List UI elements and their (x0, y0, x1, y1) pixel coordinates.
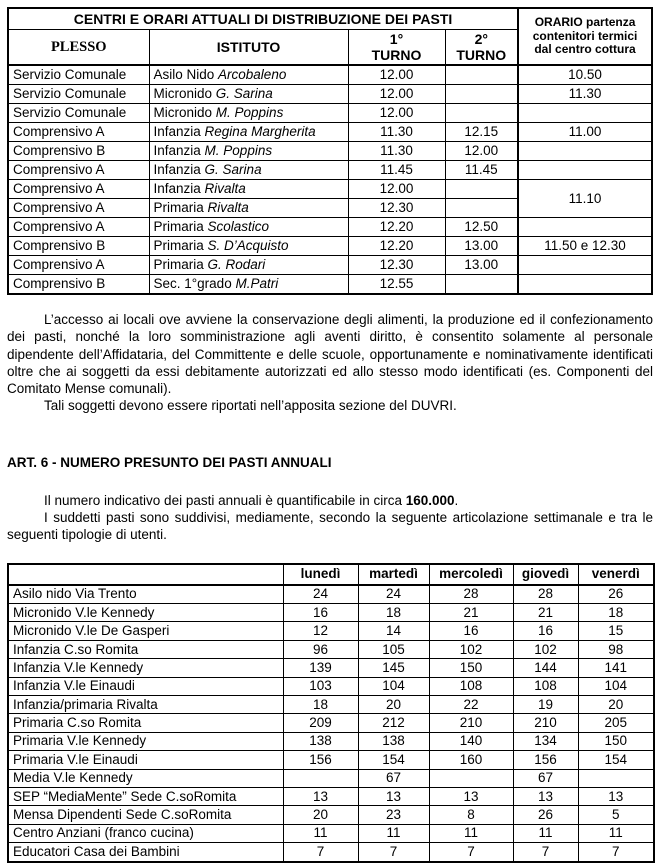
meal-count-cell: 16 (283, 604, 358, 622)
turno1-cell: 11.30 (348, 142, 445, 161)
meal-count-cell: 11 (578, 824, 654, 842)
turno2-cell: 12.00 (445, 142, 518, 161)
plesso-cell: Servizio Comunale (8, 65, 149, 85)
site-label-cell: Micronido V.le Kennedy (8, 604, 283, 622)
turno2-cell (445, 199, 518, 218)
table2-row (8, 677, 654, 695)
meal-count-cell: 156 (513, 751, 578, 769)
table1-row (8, 65, 652, 85)
istituto-cell (149, 161, 348, 180)
table1-row (8, 104, 652, 123)
istituto-prefix: Infanzia (153, 162, 205, 177)
table1-row (8, 142, 652, 161)
turno1-cell: 12.00 (348, 85, 445, 104)
turno2-cell (445, 275, 518, 295)
istituto-cell (149, 180, 348, 199)
istituto-name: M. Poppins (204, 143, 273, 158)
plesso-cell: Comprensivo A (8, 256, 149, 275)
meal-count-cell: 13 (429, 787, 513, 805)
meal-count-cell: 20 (578, 696, 654, 714)
table2-row (8, 585, 654, 604)
turno1-cell: 12.00 (348, 65, 445, 85)
meals-total-period: . (454, 492, 459, 508)
meal-count-cell: 24 (358, 585, 429, 604)
meals-total-value: 160.000 (405, 492, 455, 508)
table1-header-istituto: ISTITUTO (149, 30, 348, 66)
site-label-cell: Primaria C.so Romita (8, 714, 283, 732)
meal-count-cell: 7 (429, 843, 513, 862)
table2-row (8, 659, 654, 677)
orario-cell (518, 275, 652, 295)
istituto-cell (149, 199, 348, 218)
meal-count-cell: 12 (283, 622, 358, 640)
meal-count-cell: 23 (358, 806, 429, 824)
turno2-cell (445, 180, 518, 199)
meal-count-cell: 20 (358, 696, 429, 714)
table1-row (8, 218, 652, 237)
plesso-cell: Comprensivo A (8, 161, 149, 180)
istituto-name: M.Patri (235, 276, 279, 291)
meal-count-cell: 19 (513, 696, 578, 714)
table2-row (8, 640, 654, 658)
turno1-cell: 11.45 (348, 161, 445, 180)
plesso-cell: Comprensivo A (8, 218, 149, 237)
istituto-name: M. Poppins (215, 105, 284, 120)
istituto-cell (149, 104, 348, 123)
table2-row (8, 714, 654, 732)
meal-count-cell: 140 (429, 732, 513, 750)
turno2-cell: 12.50 (445, 218, 518, 237)
plesso-cell: Comprensivo A (8, 199, 149, 218)
turno2-line2: TURNO (456, 47, 507, 63)
site-label-cell: Infanzia V.le Einaudi (8, 677, 283, 695)
site-label-cell: Primaria V.le Einaudi (8, 751, 283, 769)
istituto-prefix: Sec. 1°grado (153, 276, 236, 291)
istituto-prefix: Infanzia (153, 143, 205, 158)
meal-count-cell: 26 (513, 806, 578, 824)
turno2-cell (445, 104, 518, 123)
orario-header-line3: dal centro cottura (534, 42, 636, 57)
turno1-cell: 12.55 (348, 275, 445, 295)
meal-count-cell: 8 (429, 806, 513, 824)
plesso-cell: Servizio Comunale (8, 85, 149, 104)
istituto-prefix: Infanzia (153, 181, 205, 196)
meal-count-cell: 13 (358, 787, 429, 805)
site-label-cell: Educatori Casa dei Bambini (8, 843, 283, 862)
meal-count-cell: 18 (358, 604, 429, 622)
table1-row (8, 161, 652, 180)
table2-row (8, 787, 654, 805)
turno1-cell: 11.30 (348, 123, 445, 142)
istituto-cell (149, 275, 348, 295)
table2-row (8, 622, 654, 640)
table1-header-orario (518, 8, 652, 65)
meal-count-cell: 141 (578, 659, 654, 677)
meal-count-cell: 150 (578, 732, 654, 750)
istituto-prefix: Primaria (153, 219, 208, 234)
meal-count-cell: 28 (513, 585, 578, 604)
table2-row (8, 769, 654, 787)
meal-count-cell: 210 (513, 714, 578, 732)
meal-count-cell: 15 (578, 622, 654, 640)
meal-count-cell: 160 (429, 751, 513, 769)
orario-cell: 11.00 (518, 123, 652, 142)
turno1-line1: 1° (389, 31, 404, 47)
meal-count-cell: 21 (429, 604, 513, 622)
table1-header-plesso: PLESSO (8, 30, 149, 66)
table2-corner-cell (8, 564, 283, 585)
istituto-prefix: Micronido (153, 86, 216, 101)
plesso-cell: Comprensivo A (8, 180, 149, 199)
meal-count-cell: 7 (283, 843, 358, 862)
turno1-line2: TURNO (371, 47, 422, 63)
istituto-name: Arcobaleno (218, 67, 287, 82)
turno1-cell: 12.30 (348, 199, 445, 218)
meal-count-cell: 11 (513, 824, 578, 842)
meal-count-cell: 24 (283, 585, 358, 604)
meal-count-cell: 7 (513, 843, 578, 862)
turno1-cell: 12.30 (348, 256, 445, 275)
meal-count-cell: 104 (578, 677, 654, 695)
meal-count-cell: 11 (283, 824, 358, 842)
article-6-heading: ART. 6 - NUMERO PRESUNTO DEI PASTI ANNUALI (7, 454, 332, 470)
site-label-cell: Infanzia C.so Romita (8, 640, 283, 658)
istituto-name: Regina Margherita (204, 124, 316, 139)
meal-count-cell: 7 (578, 843, 654, 862)
istituto-prefix: Primaria (153, 238, 208, 253)
meals-total-paragraph (7, 492, 653, 509)
istituto-prefix: Asilo Nido (153, 67, 219, 82)
turno2-line1: 2° (474, 31, 488, 47)
meal-count-cell: 98 (578, 640, 654, 658)
plesso-cell: Comprensivo A (8, 123, 149, 142)
plesso-cell: Comprensivo B (8, 275, 149, 295)
meal-count-cell: 21 (513, 604, 578, 622)
turno1-cell: 12.00 (348, 104, 445, 123)
meal-count-cell: 18 (578, 604, 654, 622)
table2-row (8, 824, 654, 842)
site-label-cell: Mensa Dipendenti Sede C.soRomita (8, 806, 283, 824)
table2-row (8, 751, 654, 769)
table1-header-turno1 (348, 30, 445, 66)
table2-row (8, 806, 654, 824)
istituto-name: Rivalta (204, 181, 246, 196)
turno2-cell (445, 65, 518, 85)
istituto-cell (149, 237, 348, 256)
istituto-name: G. Sarina (204, 162, 262, 177)
weekly-meals-table (7, 563, 655, 863)
site-label-cell: Media V.le Kennedy (8, 769, 283, 787)
orario-cell (518, 104, 652, 123)
istituto-prefix: Primaria (153, 200, 208, 215)
site-label-cell: SEP “MediaMente” Sede C.soRomita (8, 787, 283, 805)
site-label-cell: Infanzia V.le Kennedy (8, 659, 283, 677)
site-label-cell: Micronido V.le De Gasperi (8, 622, 283, 640)
turno1-cell: 12.20 (348, 218, 445, 237)
meal-count-cell: 104 (358, 677, 429, 695)
day-header-lunedi: lunedì (283, 564, 358, 585)
meal-count-cell: 5 (578, 806, 654, 824)
orario-cell-merged: 11.10 (518, 180, 652, 218)
meal-count-cell: 154 (578, 751, 654, 769)
meal-count-cell: 205 (578, 714, 654, 732)
istituto-name: G. Rodari (207, 257, 266, 272)
access-paragraph: L’accesso ai locali ove avviene la conservazione degli alimenti, la produzione ed il confezionamento dei pasti, nonché la loro somministrazione agli aventi diritto, è consentito solamente al personale dipendente dell’Affidataria, del Committente e delle scuole, opportunamente e nominativamente identificati oltre che ai soggetti da essi debitamente autorizzati ed allo stesso modo identificati (es. Componenti del Comitato Mense comunali). (7, 312, 653, 397)
site-label-cell: Centro Anziani (franco cucina) (8, 824, 283, 842)
day-header-venerdi: venerdì (578, 564, 654, 585)
table1-title: CENTRI E ORARI ATTUALI DI DISTRIBUZIONE DEI PASTI (8, 8, 518, 30)
duvri-paragraph: Tali soggetti devono essere riportati nell’apposita sezione del DUVRI. (44, 398, 457, 414)
site-label-cell: Primaria V.le Kennedy (8, 732, 283, 750)
table1-row (8, 123, 652, 142)
table1-row (8, 275, 652, 295)
day-header-giovedi: giovedì (513, 564, 578, 585)
plesso-cell: Servizio Comunale (8, 104, 149, 123)
table1-row (8, 256, 652, 275)
istituto-name: Scolastico (207, 219, 270, 234)
orario-cell (518, 161, 652, 180)
site-label-cell: Infanzia/primaria Rivalta (8, 696, 283, 714)
turno2-cell: 13.00 (445, 237, 518, 256)
istituto-cell (149, 256, 348, 275)
meal-count-cell: 145 (358, 659, 429, 677)
meal-count-cell: 14 (358, 622, 429, 640)
table1-row (8, 180, 652, 199)
table2-row (8, 604, 654, 622)
meal-count-cell: 11 (429, 824, 513, 842)
turno2-cell: 11.45 (445, 161, 518, 180)
meal-count-cell: 18 (283, 696, 358, 714)
distribution-schedule-table (7, 7, 653, 295)
meal-count-cell: 134 (513, 732, 578, 750)
istituto-cell (149, 65, 348, 85)
meal-count-cell: 20 (283, 806, 358, 824)
turno2-cell (445, 85, 518, 104)
plesso-cell: Comprensivo B (8, 142, 149, 161)
meal-count-cell (578, 769, 654, 787)
table1-row (8, 85, 652, 104)
meal-count-cell: 156 (283, 751, 358, 769)
plesso-cell: Comprensivo B (8, 237, 149, 256)
istituto-name: S. D’Acquisto (207, 238, 289, 253)
turno2-cell: 13.00 (445, 256, 518, 275)
meal-count-cell: 7 (358, 843, 429, 862)
orario-header-line1: ORARIO partenza (534, 15, 636, 30)
istituto-cell (149, 218, 348, 237)
meal-count-cell: 108 (429, 677, 513, 695)
istituto-name: G. Sarina (215, 86, 273, 101)
meal-count-cell: 210 (429, 714, 513, 732)
meal-count-cell: 103 (283, 677, 358, 695)
turno1-cell: 12.20 (348, 237, 445, 256)
istituto-cell (149, 85, 348, 104)
orario-cell: 10.50 (518, 65, 652, 85)
meal-count-cell: 13 (513, 787, 578, 805)
table1-row (8, 237, 652, 256)
meal-count-cell: 26 (578, 585, 654, 604)
meal-count-cell: 105 (358, 640, 429, 658)
istituto-cell (149, 123, 348, 142)
meal-count-cell: 16 (513, 622, 578, 640)
orario-header-line2: contenitori termici (532, 28, 638, 43)
meal-count-cell: 138 (358, 732, 429, 750)
istituto-prefix: Primaria (153, 257, 208, 272)
meal-count-cell: 13 (283, 787, 358, 805)
meal-count-cell: 28 (429, 585, 513, 604)
orario-cell: 11.50 e 12.30 (518, 237, 652, 256)
meal-count-cell: 138 (283, 732, 358, 750)
istituto-prefix: Infanzia (153, 124, 205, 139)
meal-count-cell: 144 (513, 659, 578, 677)
meal-count-cell: 108 (513, 677, 578, 695)
meal-count-cell (429, 769, 513, 787)
orario-cell (518, 218, 652, 237)
meal-count-cell: 11 (358, 824, 429, 842)
istituto-prefix: Micronido (153, 105, 216, 120)
meal-count-cell: 67 (358, 769, 429, 787)
table1-title-row (8, 8, 652, 30)
istituto-name: Rivalta (207, 200, 249, 215)
table2-row (8, 843, 654, 862)
weekly-breakdown-paragraph: I suddetti pasti sono suddivisi, mediamente, secondo la seguente articolazione settimanale e tra le seguenti tipologie di utenti. (7, 510, 653, 543)
turno2-cell: 12.15 (445, 123, 518, 142)
meal-count-cell: 102 (429, 640, 513, 658)
day-header-martedi: martedì (358, 564, 429, 585)
meal-count-cell: 16 (429, 622, 513, 640)
orario-cell: 11.30 (518, 85, 652, 104)
meal-count-cell: 13 (578, 787, 654, 805)
site-label-cell: Asilo nido Via Trento (8, 585, 283, 604)
meal-count-cell: 96 (283, 640, 358, 658)
table2-row (8, 732, 654, 750)
istituto-cell (149, 142, 348, 161)
meal-count-cell: 150 (429, 659, 513, 677)
day-header-mercoledi: mercoledì (429, 564, 513, 585)
table1-header-turno2 (445, 30, 518, 66)
meal-count-cell: 154 (358, 751, 429, 769)
meal-count-cell: 102 (513, 640, 578, 658)
meal-count-cell: 22 (429, 696, 513, 714)
table2-row (8, 696, 654, 714)
meal-count-cell: 212 (358, 714, 429, 732)
orario-cell (518, 256, 652, 275)
orario-cell (518, 142, 652, 161)
meal-count-cell: 67 (513, 769, 578, 787)
meal-count-cell: 139 (283, 659, 358, 677)
meal-count-cell: 209 (283, 714, 358, 732)
meal-count-cell (283, 769, 358, 787)
table2-header-row (8, 564, 654, 585)
turno1-cell: 12.00 (348, 180, 445, 199)
meals-total-text: Il numero indicativo dei pasti annuali è quantificabile in circa (44, 492, 406, 508)
